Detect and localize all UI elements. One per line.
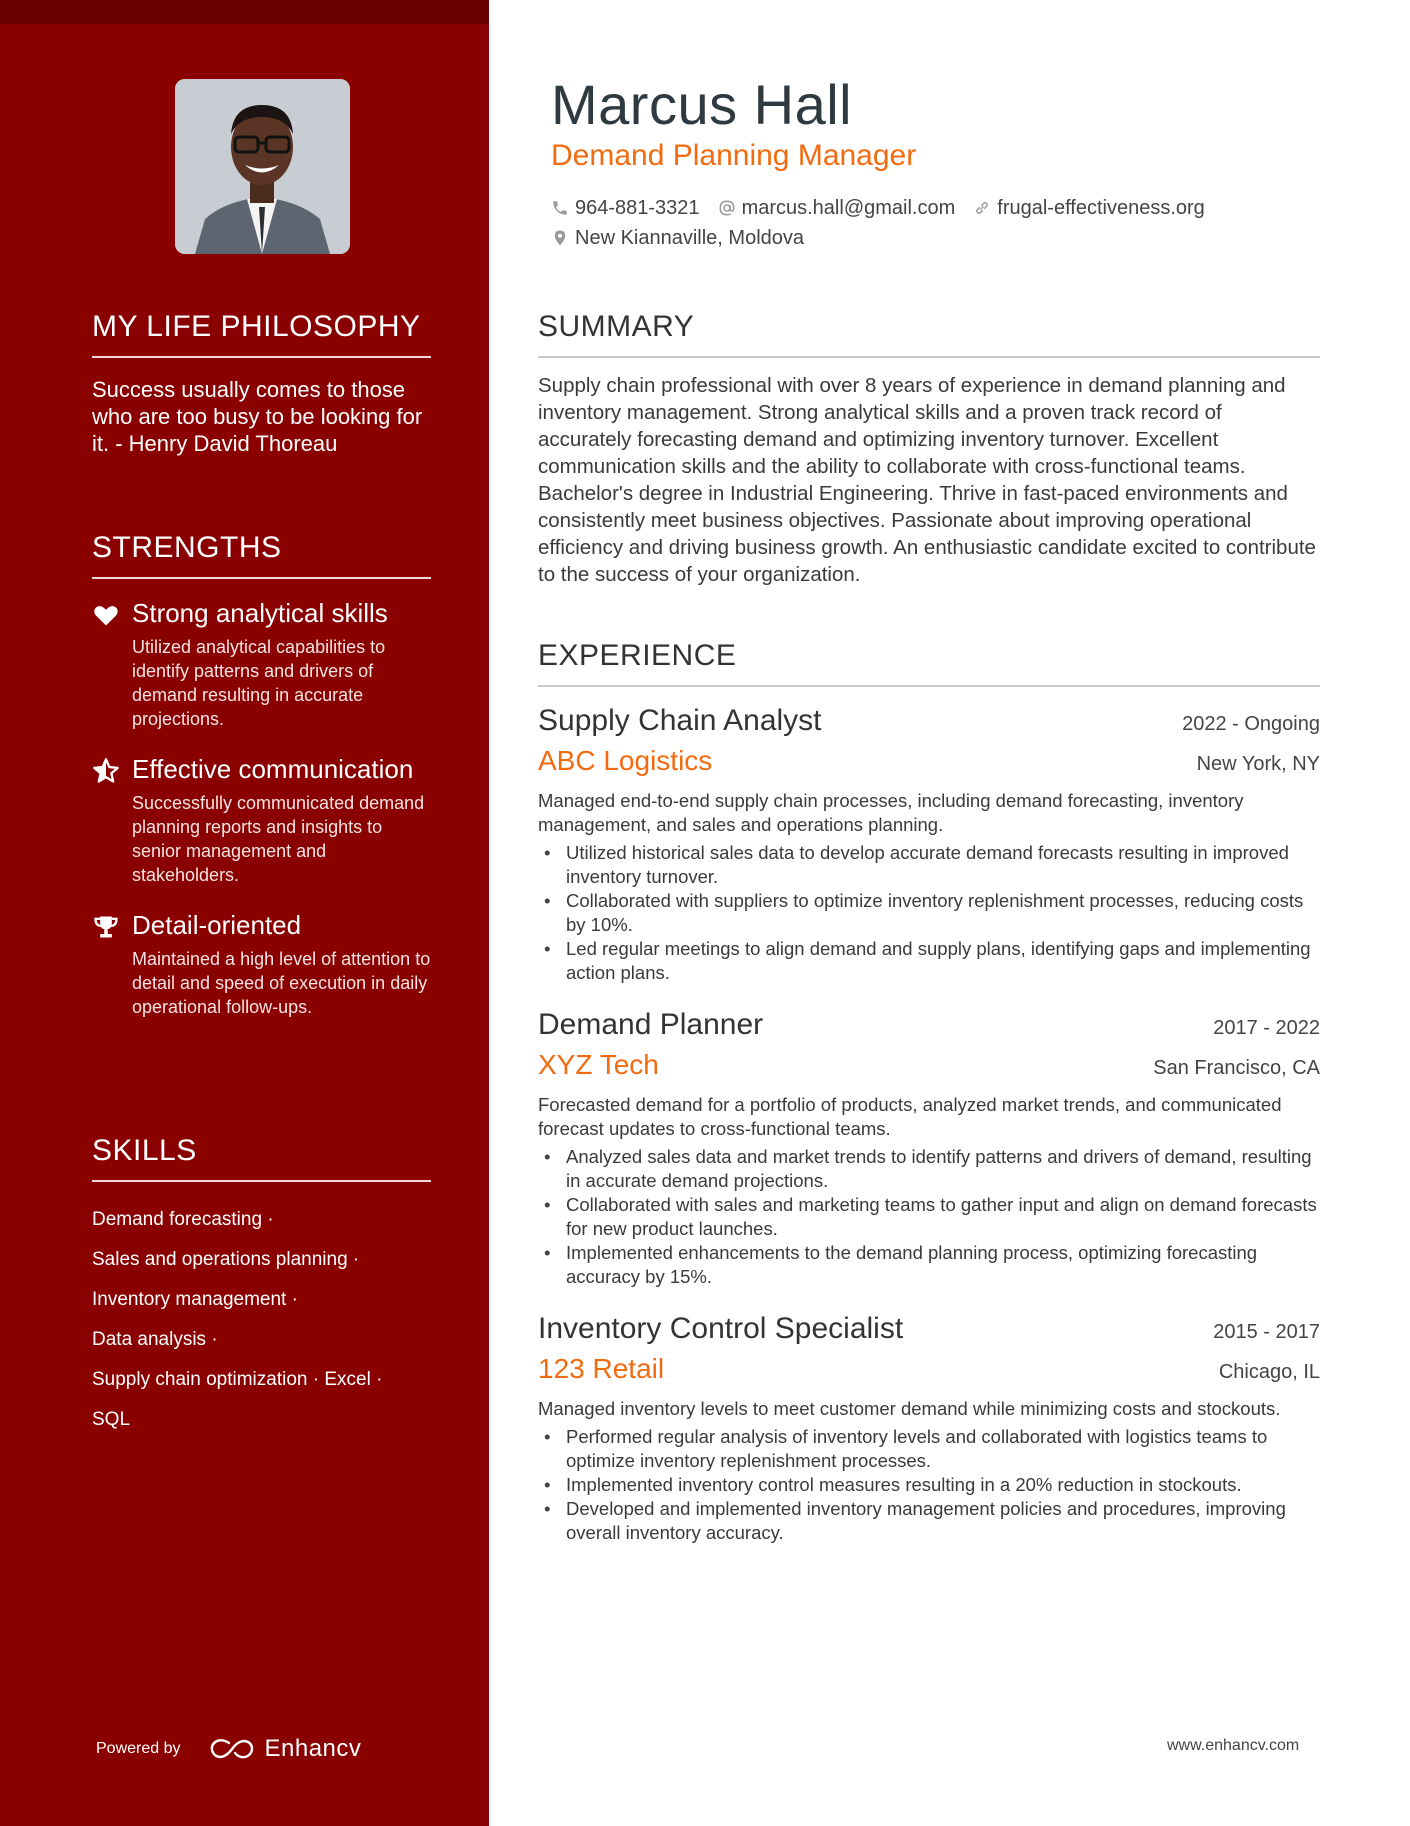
philosophy-section xyxy=(92,310,431,457)
job-bullet: • Led regular meetings to align demand and supply plans, identifying gaps and implementing action plans. xyxy=(538,937,1320,985)
company-name: 123 Retail xyxy=(538,1353,665,1384)
website-footer-link[interactable]: www.enhancv.com xyxy=(1167,1737,1300,1754)
avatar-icon xyxy=(175,79,350,254)
summary-text: Supply chain professional with over 8 years of experience in demand planning and inventory management. Strong analytical skills and a proven track record of accurately forecasting demand and optimizing inventory turnover. Excellent communication skills and the ability to collaborate with cross-functional teams. Bachelor's degree in Industrial Engineering. Thrive in fast-paced environments and consistently meet business objectives. Passionate about improving operational efficiency and driving business growth. An enthusiastic candidate excited to contribute to the success of your organization. xyxy=(538,374,1316,586)
trophy-icon xyxy=(92,913,120,941)
strength-title: Strong analytical skills xyxy=(132,598,388,628)
job-bullet: • Performed regular analysis of inventory levels and collaborated with logistics teams to optimize inventory replenishment processes. xyxy=(538,1425,1320,1473)
enhancv-logo[interactable] xyxy=(209,1735,362,1763)
job-bullet: • Utilized historical sales data to develop accurate demand forecasts resulting in improved inventory turnover. xyxy=(538,841,1320,889)
job-description: Forecasted demand for a portfolio of products, analyzed market trends, and communicated forecast updates to cross-functional teams. xyxy=(538,1094,1282,1139)
job-bullet: • Implemented enhancements to the demand planning process, optimizing forecasting accuracy by 15%. xyxy=(538,1241,1320,1289)
powered-by-label: Powered by xyxy=(96,1740,181,1757)
job-dates: 2022 - Ongoing xyxy=(1182,713,1320,735)
strength-title: Effective communication xyxy=(132,754,414,784)
enhancv-brand: Enhancv xyxy=(264,1735,362,1762)
email-contact[interactable] xyxy=(718,197,956,220)
experience-heading: EXPERIENCE xyxy=(538,639,1320,687)
job-bullet: • Collaborated with sales and marketing teams to gather input and align on demand forecasts for new product launches. xyxy=(538,1193,1320,1241)
job-title: Inventory Control Specialist xyxy=(538,1312,904,1345)
sidebar xyxy=(0,0,489,1826)
strength-desc: Maintained a high level of attention to detail and speed of execution in daily operational follow-ups. xyxy=(132,949,431,1017)
skill-line: SQL xyxy=(92,1409,131,1430)
job-location: New York, NY xyxy=(1196,753,1320,775)
skills-heading: SKILLS xyxy=(92,1134,431,1182)
strengths-section xyxy=(92,531,431,1041)
job-bullets xyxy=(538,1145,1320,1289)
heart-icon xyxy=(92,601,120,629)
strength-desc: Utilized analytical capabilities to identify patterns and drivers of demand resulting in accurate projections. xyxy=(132,637,386,729)
location-pin-icon xyxy=(551,229,569,247)
strength-desc: Successfully communicated demand planning reports and insights to senior management and stakeholders. xyxy=(132,793,425,885)
sidebar-top-band xyxy=(0,0,489,24)
summary-section xyxy=(538,310,1320,588)
location-contact xyxy=(551,227,804,250)
contact-info xyxy=(551,193,1311,253)
job-bullet: • Implemented inventory control measures resulting in a 20% reduction in stockouts. xyxy=(538,1473,1320,1497)
job-title: Demand Planner xyxy=(538,1008,764,1041)
job-entry xyxy=(538,701,1320,985)
enhancv-logo-icon xyxy=(209,1737,255,1761)
job-bullet: • Developed and implemented inventory management policies and procedures, improving overall inventory accuracy. xyxy=(538,1497,1320,1545)
experience-section xyxy=(538,639,1320,1565)
summary-heading: SUMMARY xyxy=(538,310,1320,358)
email-text: marcus.hall@gmail.com xyxy=(741,196,956,219)
strength-item xyxy=(92,909,431,1019)
job-title: Supply Chain Analyst xyxy=(538,704,822,737)
philosophy-quote: Success usually comes to those who are too busy to be looking for it. - Henry David Thoreau xyxy=(92,377,423,456)
skill-line: Supply chain optimization · Excel · xyxy=(92,1369,383,1390)
philosophy-heading: MY LIFE PHILOSOPHY xyxy=(92,310,431,358)
job-location: San Francisco, CA xyxy=(1153,1057,1320,1079)
job-bullet: • Analyzed sales data and market trends to identify patterns and drivers of demand, resulting in accurate demand projections. xyxy=(538,1145,1320,1193)
company-name: ABC Logistics xyxy=(538,745,713,776)
job-dates: 2017 - 2022 xyxy=(1213,1017,1320,1039)
job-location: Chicago, IL xyxy=(1218,1361,1320,1383)
job-bullets xyxy=(538,1425,1320,1545)
powered-by xyxy=(96,1735,361,1763)
company-name: XYZ Tech xyxy=(538,1049,659,1080)
skill-line: Inventory management · xyxy=(92,1289,298,1310)
job-bullets xyxy=(538,841,1320,985)
profile-photo xyxy=(175,79,350,254)
website-text: frugal-effectiveness.org xyxy=(997,196,1205,219)
skills-section xyxy=(92,1134,431,1440)
strength-item xyxy=(92,753,431,887)
job-entry xyxy=(538,1005,1320,1289)
skill-line: Data analysis · xyxy=(92,1329,218,1350)
job-entry xyxy=(538,1309,1320,1545)
phone-text: 964-881-3321 xyxy=(575,196,700,219)
skill-line: Sales and operations planning · xyxy=(92,1249,360,1270)
candidate-title: Demand Planning Manager xyxy=(551,139,917,172)
strengths-heading: STRENGTHS xyxy=(92,531,431,579)
candidate-name: Marcus Hall xyxy=(551,73,853,136)
strength-item xyxy=(92,597,431,731)
phone-icon xyxy=(551,199,569,217)
at-icon xyxy=(718,199,736,217)
skill-line: Demand forecasting · xyxy=(92,1209,274,1230)
location-text: New Kiannaville, Moldova xyxy=(575,226,805,249)
phone-contact[interactable] xyxy=(551,197,700,220)
job-bullet: • Collaborated with suppliers to optimize inventory replenishment processes, reducing costs by 10%. xyxy=(538,889,1320,937)
job-description: Managed end-to-end supply chain processes, including demand forecasting, inventory management, and sales and operations planning. xyxy=(538,790,1244,835)
strength-title: Detail-oriented xyxy=(132,910,302,940)
job-dates: 2015 - 2017 xyxy=(1213,1321,1320,1343)
website-contact[interactable] xyxy=(973,197,1205,220)
link-icon xyxy=(973,199,991,217)
star-half-icon xyxy=(92,757,120,785)
job-description: Managed inventory levels to meet customer demand while minimizing costs and stockouts. xyxy=(538,1398,1281,1419)
